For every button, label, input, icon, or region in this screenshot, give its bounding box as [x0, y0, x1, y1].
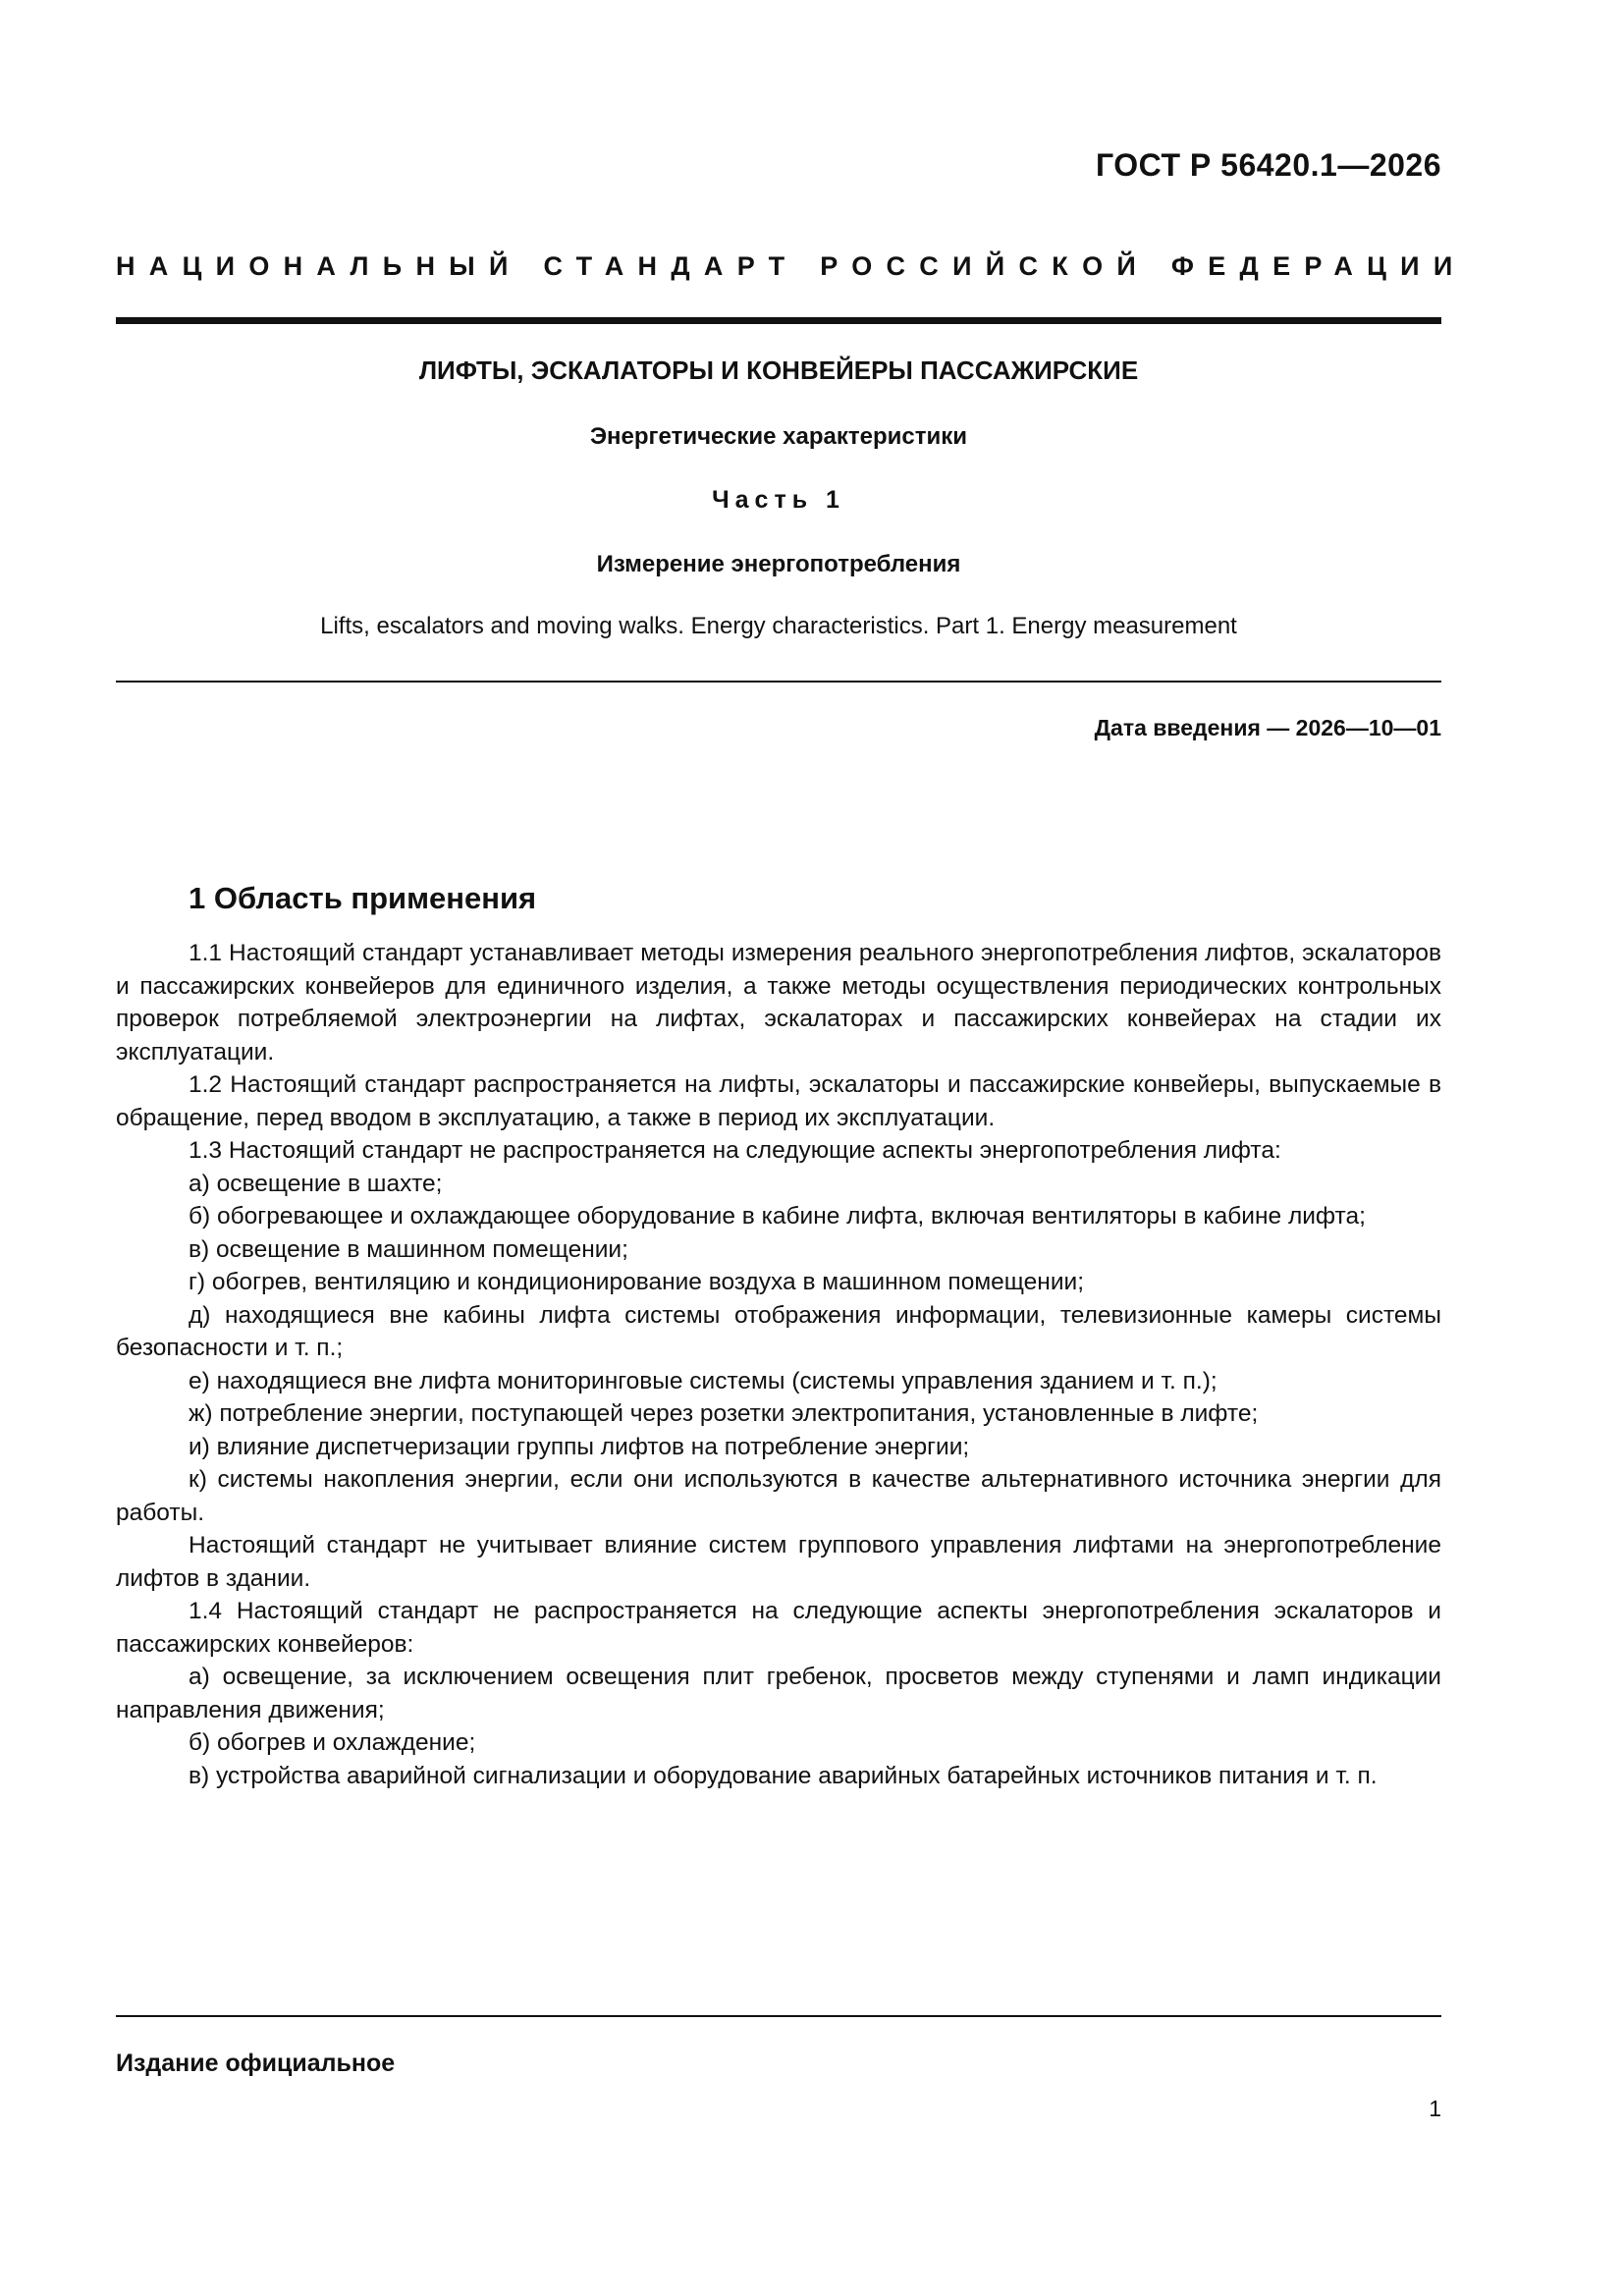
list-item: б) обогревающее и охлаждающее оборудование в кабине лифта, включая вентиляторы в кабине лифта; [189, 1203, 1366, 1230]
list-item: и) влияние диспетчеризации группы лифтов на потребление энергии; [189, 1433, 970, 1460]
page-number: 1 [1429, 2096, 1441, 2121]
footer-divider [116, 2015, 1441, 2017]
list-item: е) находящиеся вне лифта мониторинговые системы (системы управления зданием и т. п.); [189, 1367, 1217, 1394]
document-title: ЛИФТЫ, ЭСКАЛАТОРЫ И КОНВЕЙЕРЫ ПАССАЖИРСКИЕ [418, 355, 1139, 385]
section-heading: 1 Область применения [189, 881, 537, 915]
standard-number: ГОСТ Р 56420.1—2026 [1096, 147, 1441, 183]
list-item: а) освещение в шахте; [189, 1170, 443, 1197]
document-part-title: Измерение энергопотребления [596, 551, 961, 577]
list-item: ж) потребление энергии, поступающей через розетки электропитания, установленные в лифте; [189, 1400, 1259, 1427]
paragraph: 1.3 Настоящий стандарт не распространяется на следующие аспекты энергопотребления лифта: [189, 1137, 1281, 1164]
english-title: Lifts, escalators and moving walks. Energy characteristics. Part 1. Energy measurement [320, 613, 1237, 639]
list-item: к) системы накопления энергии, если они используются в качестве альтернативного источника энергии для работы. [116, 1466, 1441, 1526]
list-item: б) обогрев и охлаждение; [189, 1729, 476, 1756]
paragraph: 1.1 Настоящий стандарт устанавливает методы измерения реального энергопотребления лифтов, эскалаторов и пассажирских конвейеров для единичного изделия, а также методы осуществления периодических контрольных проверок потребляемой электроэнергии на лифтах, эскалаторах и пассажирских конвейерах на стадии их эксплуатации. [116, 940, 1441, 1066]
paragraph: 1.4 Настоящий стандарт не распространяется на следующие аспекты энергопотребления эскалаторов и пассажирских конвейеров: [116, 1598, 1441, 1658]
list-item: а) освещение, за исключением освещения плит гребенок, просветов между ступенями и ламп индикации направления движения; [116, 1664, 1441, 1723]
document-subtitle: Энергетические характеристики [589, 423, 968, 450]
list-item: в) освещение в машинном помещении; [189, 1235, 628, 1263]
national-standard-title: НАЦИОНАЛЬНЫЙ СТАНДАРТ РОССИЙСКОЙ ФЕДЕРАЦИИ [116, 251, 1467, 281]
paragraph: Настоящий стандарт не учитывает влияние систем группового управления лифтами на энергопотребление лифтов в здании. [116, 1532, 1441, 1592]
introduction-date: Дата введения — 2026—10—01 [1094, 715, 1441, 740]
list-item: д) находящиеся вне кабины лифта системы отображения информации, телевизионные камеры системы безопасности и т. п.; [116, 1301, 1441, 1361]
header-divider-thick [116, 317, 1441, 324]
paragraph: 1.2 Настоящий стандарт распространяется на лифты, эскалаторы и пассажирские конвейеры, выпускаемые в обращение, перед вводом в эксплуатацию, а также в период их эксплуатации. [116, 1071, 1441, 1131]
official-edition-label: Издание официальное [116, 2050, 396, 2077]
list-item: в) устройства аварийной сигнализации и оборудование аварийных батарейных источников питания и т. п. [189, 1762, 1378, 1789]
section-body [116, 937, 1441, 1792]
document-part: Часть 1 [712, 486, 845, 514]
list-item: г) обогрев, вентиляцию и кондиционирование воздуха в машинном помещении; [189, 1269, 1085, 1295]
title-divider [116, 681, 1441, 683]
